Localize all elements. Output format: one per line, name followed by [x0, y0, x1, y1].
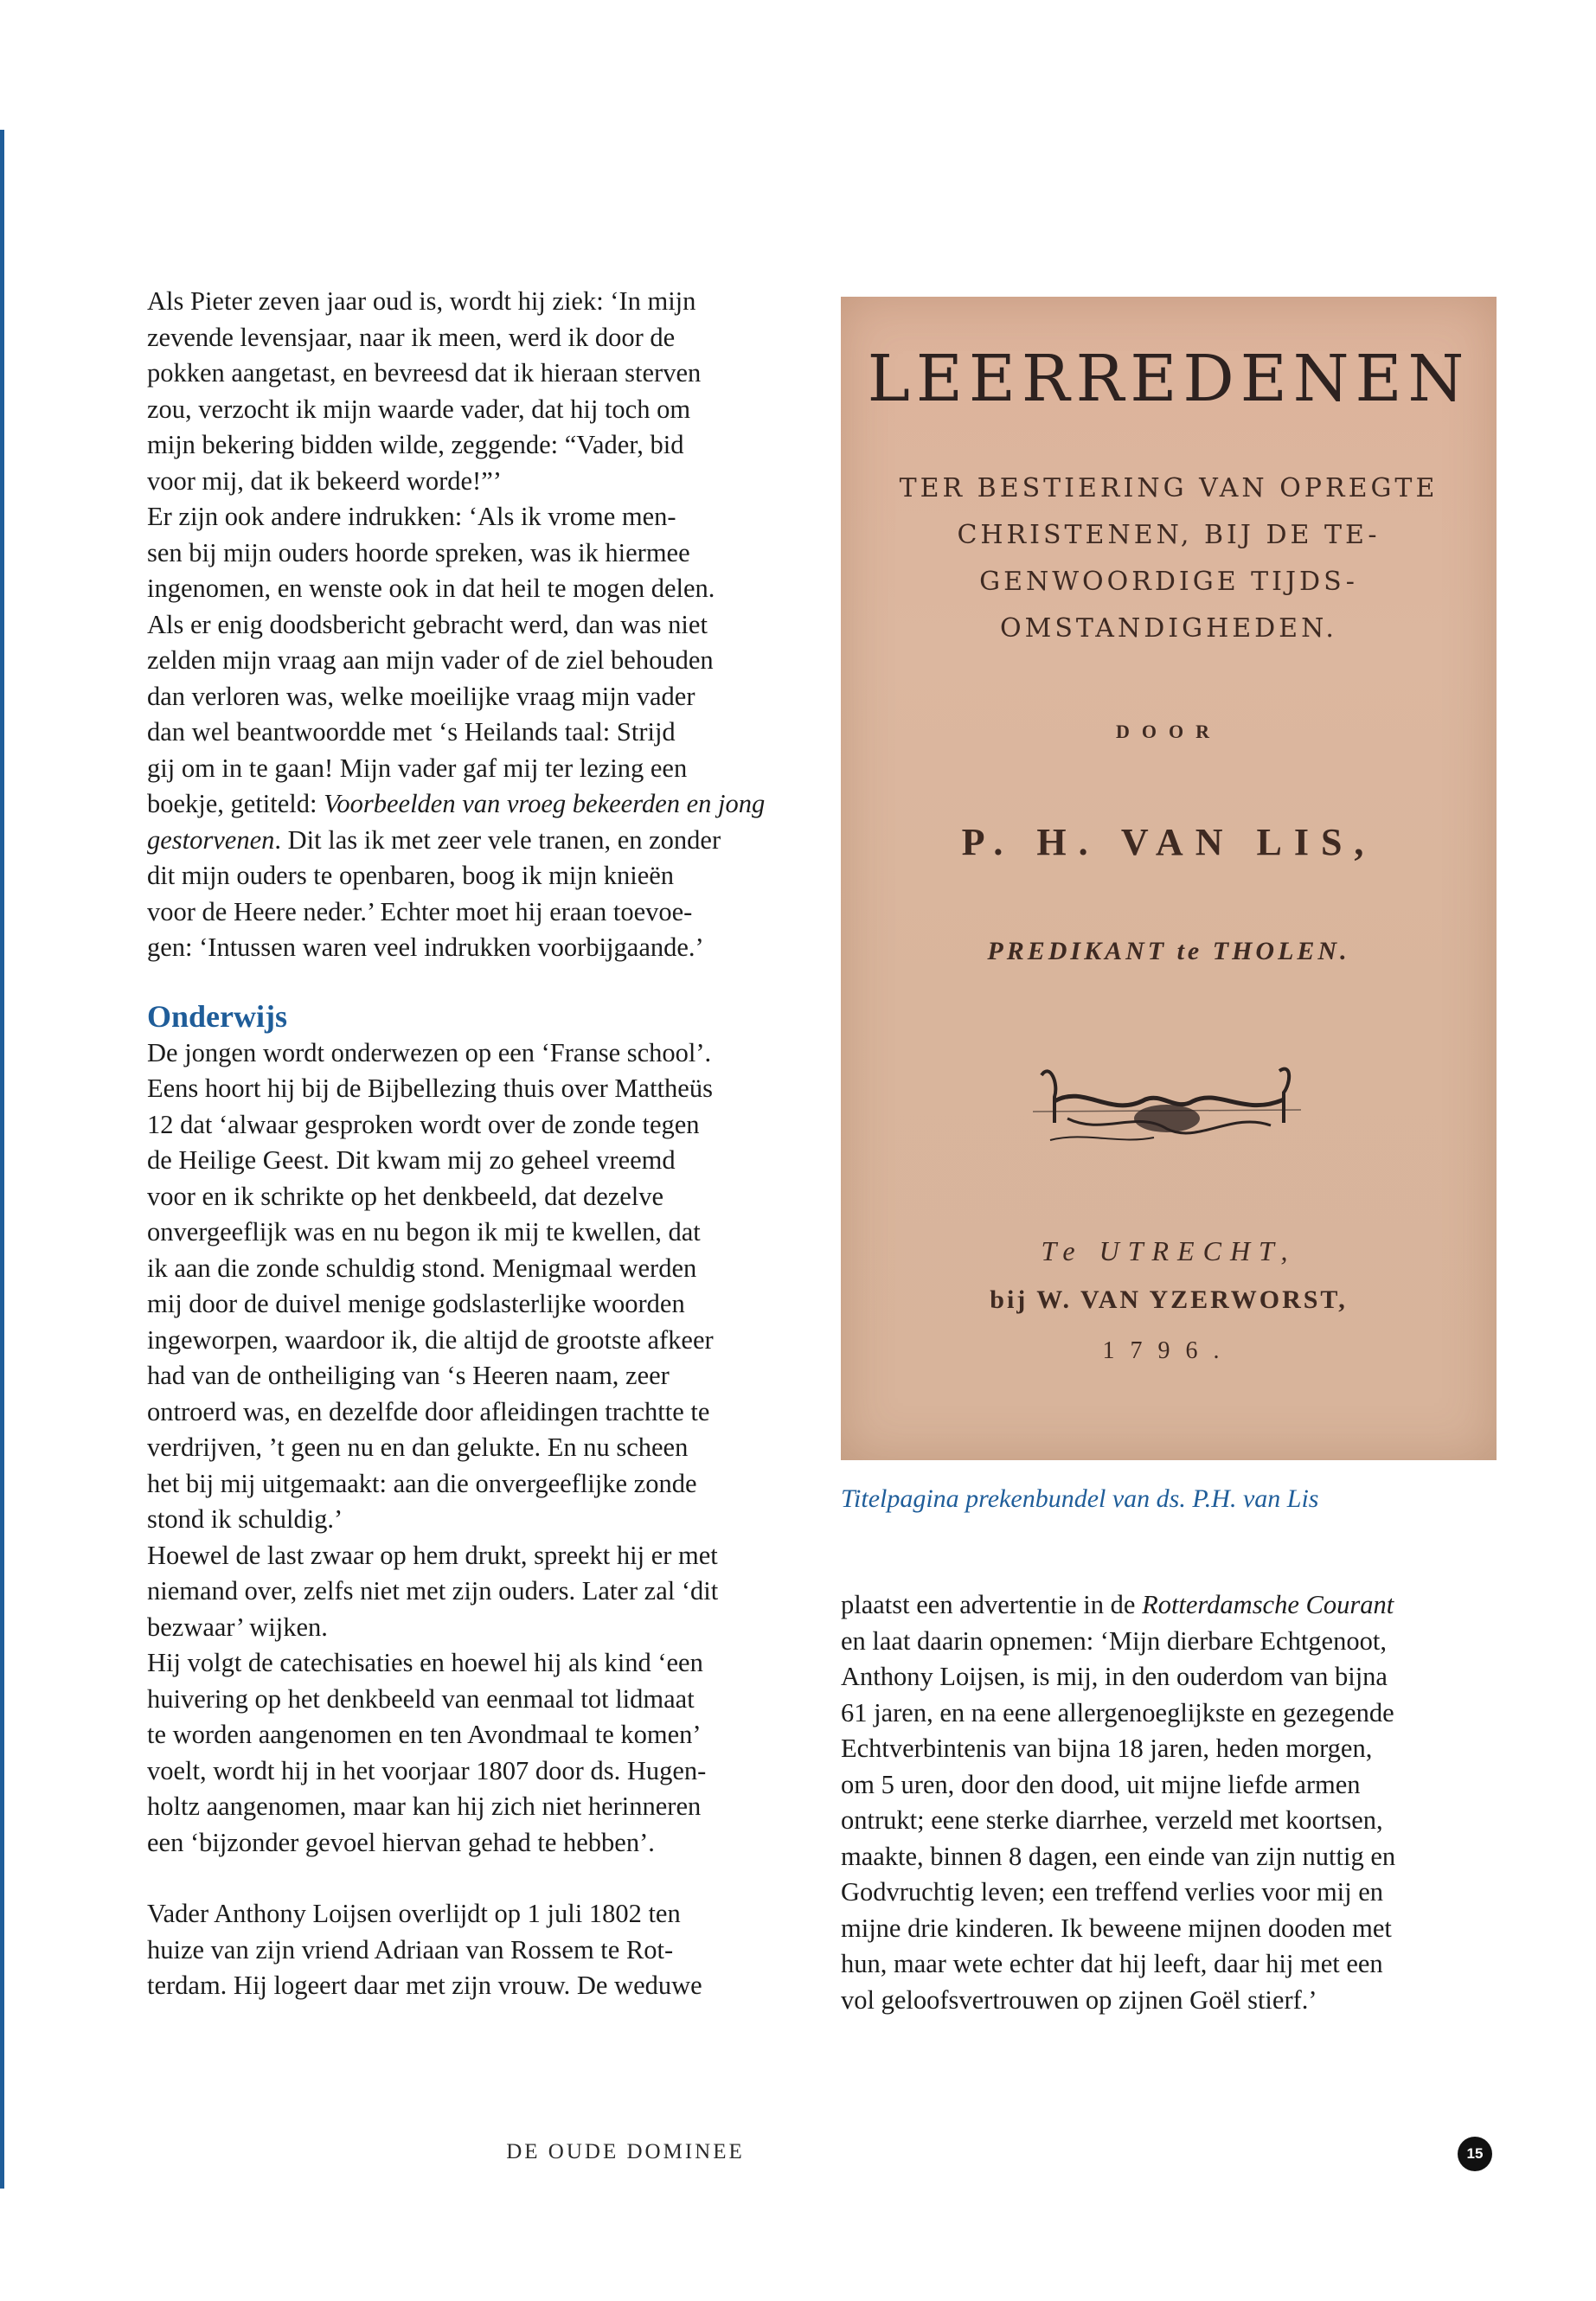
ornament-vignette	[1033, 1058, 1301, 1153]
title-page-image	[841, 297, 1497, 1460]
text-line	[147, 823, 804, 859]
text-line: maakte, binnen 8 dagen, een einde van zijn nuttig en	[841, 1841, 1396, 1871]
text-line: mijne drie kinderen. Ik beweene mijnen dooden met	[841, 1913, 1392, 1943]
left-column	[147, 284, 804, 2004]
text-line: en laat daarin opnemen: ‘Mijn dierbare Echtgenoot,	[841, 1625, 1387, 1656]
text-span: . Dit las ik met zeer vele tranen, en zonder	[274, 824, 721, 855]
paragraph-father-death	[147, 1896, 804, 2004]
book-publisher: bij W. VAN YZERWORST,	[990, 1285, 1348, 1314]
text-span: plaatst een advertentie in de	[841, 1590, 1143, 1619]
text-line: huivering op het denkbeeld van eenmaal tot lidmaat	[147, 1683, 695, 1714]
book-city: Te UTRECHT,	[1041, 1235, 1297, 1266]
text-line: ik aan die zonde schuldig stond. Menigmaal werden	[147, 1253, 697, 1283]
text-line: een ‘bijzonder gevoel hiervan gehad te hebben’.	[147, 1827, 655, 1857]
right-column	[841, 1587, 1485, 2018]
text-line: huize van zijn vriend Adriaan van Rossem te Rot-	[147, 1934, 674, 1965]
book-title: LEERREDENEN	[867, 342, 1471, 416]
subtitle-line: OMSTANDIGHEDEN.	[1000, 613, 1337, 644]
text-line: voor mij, dat ik bekeerd worde!”’	[147, 465, 502, 496]
text-line: dit mijn ouders te openbaren, boog ik mijn knieën	[147, 861, 675, 890]
text-line: voor en ik schrikte op het denkbeeld, dat dezelve	[147, 1181, 664, 1211]
section-heading: Onderwijs	[147, 998, 287, 1034]
text-line: Echtverbintenis van bijna 18 jaren, heden morgen,	[841, 1734, 1373, 1763]
text-line	[147, 786, 804, 823]
text-line: om 5 uren, door den dood, uit mijne liefde armen	[841, 1769, 1361, 1799]
text-line: vol geloofsvertrouwen op zijnen Goël stierf.’	[841, 1984, 1317, 2015]
book-predikant: PREDIKANT te THOLEN.	[987, 937, 1350, 965]
text-line: bezwaar’ wijken.	[147, 1612, 328, 1642]
text-line: 12 dat ‘alwaar gesproken wordt over de zonde tegen	[147, 1109, 700, 1139]
text-line: onvergeeflijk was en nu begon ik mij te kwellen, dat	[147, 1217, 701, 1247]
text-line	[841, 1587, 1485, 1624]
text-line: ingenomen, en wenste ook in dat heil te mogen delen.	[147, 574, 715, 603]
text-line: de Heilige Geest. Dit kwam mij zo geheel vreemd	[147, 1145, 676, 1175]
text-line: zou, verzocht ik mijn waarde vader, dat hij toch om	[147, 394, 691, 424]
paragraph-illness	[147, 284, 804, 966]
text-line: ontrukt; eene sterke diarrhee, verzeld met koortsen,	[841, 1805, 1383, 1835]
newspaper-title-italic: Rotterdamsche Courant	[1142, 1590, 1394, 1619]
text-line: ingeworpen, waardoor ik, die altijd de grootste afkeer	[147, 1324, 714, 1355]
text-line: gen: ‘Intussen waren veel indrukken voorbijgaande.’	[147, 933, 704, 962]
subtitle-line: GENWOORDIGE TIJDS-	[979, 567, 1358, 597]
subtitle-line: TER BESTIERING VAN OPREGTE	[899, 473, 1439, 503]
text-line: ontroerd was, en dezelfde door afleidingen trachtte te	[147, 1396, 710, 1426]
text-line: gij om in te gaan! Mijn vader gaf mij ter lezing een	[147, 753, 688, 783]
page-edge-bar	[0, 130, 4, 2189]
book-door: DOOR	[1116, 721, 1221, 742]
text-line: Godvruchtig leven; een treffend verlies voor mij en	[841, 1877, 1384, 1907]
magazine-name: DE OUDE DOMINEE	[506, 2140, 745, 2163]
text-line: Vader Anthony Loijsen overlijdt op 1 juli 1802 ten	[147, 1899, 681, 1928]
paragraph-gap	[147, 1861, 804, 1896]
text-line: Als Pieter zeven jaar oud is, wordt hij ziek: ‘In mijn	[147, 286, 696, 316]
text-line: Anthony Loijsen, is mij, in den ouderdom van bijna	[841, 1662, 1388, 1691]
text-line: mij door de duivel menige godslasterlijke woorden	[147, 1289, 685, 1318]
text-line: holtz aangenomen, maar kan hij zich niet herinneren	[147, 1791, 702, 1821]
book-subtitle	[841, 465, 1497, 652]
text-line: voor de Heere neder.’ Echter moet hij eraan toevoe-	[147, 896, 693, 926]
text-line: zelden mijn vraag aan mijn vader of de ziel behouden	[147, 645, 714, 675]
text-line: niemand over, zelfs niet met zijn ouders. Later zal ‘dit	[147, 1576, 719, 1606]
book-title-italic: gestorvenen	[147, 824, 275, 855]
image-caption: Titelpagina prekenbundel van ds. P.H. van Lis	[841, 1484, 1319, 1513]
text-line: te worden aangenomen en ten Avondmaal te komen’	[147, 1720, 702, 1749]
text-line: pokken aangetast, en bevreesd dat ik hieraan sterven	[147, 358, 702, 388]
text-line: Als er enig doodsbericht gebracht werd, dan was niet	[147, 609, 708, 639]
text-line: De jongen wordt onderwezen op een ‘Franse school’.	[147, 1037, 712, 1067]
book-year: 1796.	[1102, 1337, 1235, 1364]
text-line: voelt, wordt hij in het voorjaar 1807 door ds. Hugen-	[147, 1755, 707, 1785]
page-number-badge: 15	[1458, 2137, 1492, 2171]
text-line: Eens hoort hij bij de Bijbellezing thuis over Mattheüs	[147, 1074, 713, 1103]
text-line: had van de ontheiliging van ‘s Heeren naam, zeer	[147, 1361, 670, 1390]
text-line: sen bij mijn ouders hoorde spreken, was ik hiermee	[147, 537, 690, 567]
text-line: hun, maar wete echter dat hij leeft, daar hij met een	[841, 1949, 1383, 1978]
book-author: P. H. VAN LIS,	[961, 821, 1376, 863]
text-span: boekje, getiteld:	[147, 789, 324, 818]
text-line: zevende levensjaar, naar ik meen, werd ik door de	[147, 322, 676, 352]
text-line: verdrijven, ’t geen nu en dan gelukte. En nu scheen	[147, 1433, 689, 1462]
text-line: Hoewel de last zwaar op hem drukt, spreekt hij er met	[147, 1540, 718, 1570]
book-title-italic: Voorbeelden van vroeg bekeerden en jong	[324, 789, 766, 818]
text-line: 61 jaren, en na eene allergenoeglijkste en gezegende	[841, 1697, 1394, 1727]
subtitle-line: CHRISTENEN, BIJ DE TE-	[957, 520, 1381, 550]
text-line: stond ik schuldig.’	[147, 1504, 343, 1534]
text-line: terdam. Hij logeert daar met zijn vrouw. De weduwe	[147, 1971, 702, 2000]
text-line: het bij mij uitgemaakt: aan die onvergeeflijke zonde	[147, 1468, 697, 1498]
paragraph-education	[147, 1035, 804, 1862]
text-line: dan verloren was, welke moeilijke vraag mijn vader	[147, 681, 695, 711]
text-line: Er zijn ook andere indrukken: ‘Als ik vrome men-	[147, 502, 676, 531]
text-line: dan wel beantwoordde met ‘s Heilands taal: Strijd	[147, 717, 676, 747]
text-line: mijn bekering bidden wilde, zeggende: “Vader, bid	[147, 430, 684, 459]
text-line: Hij volgt de catechisaties en hoewel hij als kind ‘een	[147, 1648, 703, 1677]
